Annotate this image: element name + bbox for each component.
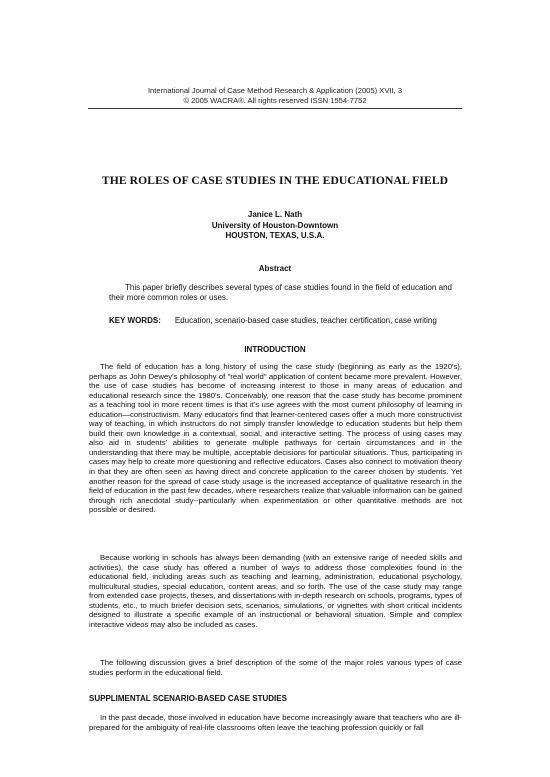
copyright-notice: © 2005 WACRA®. All rights reserved ISSN 1554-7752 — [183, 96, 367, 105]
introduction-paragraph-1: The field of education has a long history of using the case study (beginning as early as the 1920's), perhaps as John Dewey's philosophy of "real world" application of content became more prevalent. However, the use of case studies has become of increasing interest to those in many areas of education and educational research since the 1980's. Conceivably, one reason that the case study has become prominent as a teaching tool in more recent times is that it's use agrees with the most current philosophy of learning in education—constructivism. Many educators find that learner-centered cases offer a much more constructivist way of teaching, in which instructors do not simply transfer knowledge to education students but help them build their own knowledge in a contextual, social, and interactive setting. The process of using cases may also aid in students' abilities to generate multiple pathways for certain circumstances and in the understanding that there may be multiple, acceptable decisions for particular situations. Thus, participating in cases may help to create more questioning and reflective educators. Cases also connect to motivation theory in that they are often seen as having direct and concrete application to the career chosen by students. Yet another reason for the spread of case study usage is the increased acceptance of qualitative research in the field of education in the past few decades, where researchers realize that valuable information can be gained through rich anecdotal study--particularly when experimentation or other quantitative methods are not possible or desired. — [89, 362, 462, 515]
paper-title: THE ROLES OF CASE STUDIES IN THE EDUCATIONAL FIELD — [101, 174, 449, 187]
keywords-label: KEY WORDS: — [109, 316, 161, 325]
introduction-paragraph-2: Because working in schools has always been demanding (with an extensive range of needed skills and activities), the case study has offered a number of ways to address those complexities found in the educational field, including areas such as teaching and learning, administration, educational psychology, multicultural studies, special education, content areas, and so forth. The use of the case study may range from extended case projects, theses, and dissertations with in-depth research on schools, programs, types of students, etc., to much briefer decision sets, scenarios, simulations, or vignettes with short critical incidents designed to illustrate a specific example of an instructional or behavioral situation. Simple and complex interactive videos may also be included as cases. — [89, 553, 462, 629]
abstract-heading: Abstract — [258, 264, 292, 273]
supplimental-paragraph-1: In the past decade, those involved in education have become increasingly aware that teachers who are ill-prepared for the ambiguity of real-life classrooms often leave the teaching profession quickly or fall — [89, 713, 462, 732]
keywords-text: Education, scenario-based case studies, teacher certification, case writing — [174, 316, 437, 325]
keywords — [109, 316, 452, 326]
author-block — [0, 210, 550, 242]
journal-citation: International Journal of Case Method Research & Application (2005) XVII, 3 — [147, 86, 403, 95]
header-rule — [88, 108, 462, 109]
introduction-heading: INTRODUCTION — [244, 345, 306, 354]
supplimental-heading: SUPPLIMENTAL SCENARIO-BASED CASE STUDIES — [89, 694, 287, 703]
abstract-text: This paper briefly describes several types of case studies found in the field of education and their more common roles or uses. — [109, 283, 452, 303]
journal-header — [0, 86, 550, 106]
author-name: Janice L. Nath — [247, 210, 303, 219]
author-affiliation: University of Houston-Downtown — [211, 220, 339, 230]
introduction-paragraph-3: The following discussion gives a brief description of the some of the major roles various types of case studies perform in the educational field. — [89, 658, 462, 677]
author-location: HOUSTON, TEXAS, U.S.A. — [225, 231, 325, 240]
